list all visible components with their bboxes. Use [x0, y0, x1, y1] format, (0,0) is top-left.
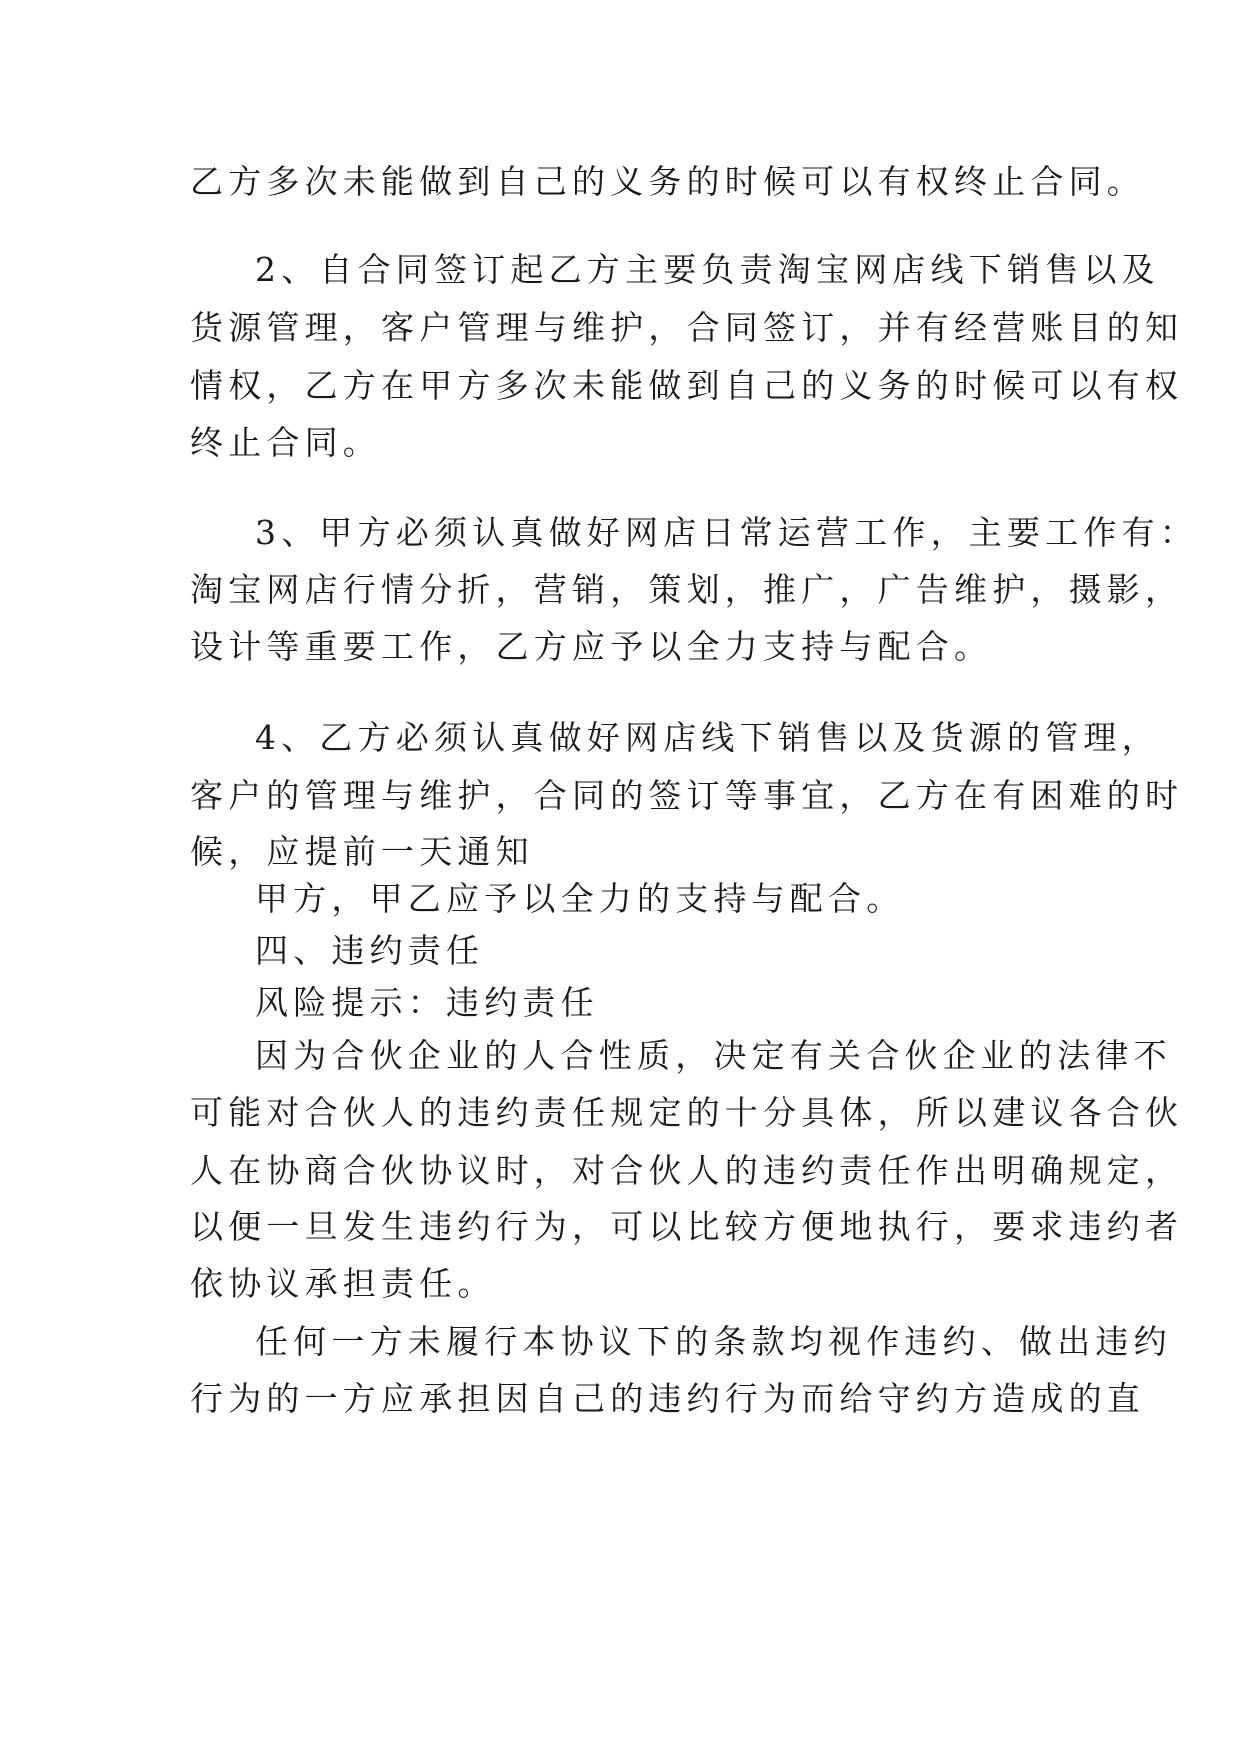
clause-2-heading-line: 2、自合同签订起乙方主要负责淘宝网店线下销售以及 — [255, 250, 1160, 289]
text-line: 候，应提前一天通知 — [190, 832, 534, 871]
text-line: 情权，乙方在甲方多次未能做到自己的义务的时候可以有权 — [190, 366, 1184, 405]
text-line: 设计等重要工作，乙方应予以全力支持与配合。 — [190, 627, 993, 666]
text-line: 任何一方未履行本协议下的条款均视作违约、做出违约 — [255, 1322, 1172, 1361]
text-line: 终止合同。 — [190, 423, 381, 462]
clause-3-heading-line: 3、甲方必须认真做好网店日常运营工作，主要工作有： — [255, 513, 1198, 552]
section-heading: 四、违约责任 — [255, 931, 485, 970]
text-line: 可能对合伙人的违约责任规定的十分具体，所以建议各合伙 — [190, 1093, 1184, 1132]
text-line: 行为的一方应承担因自己的违约行为而给守约方造成的直 — [190, 1379, 1145, 1418]
text-line: 客户的管理与维护，合同的签订等事宜，乙方在有困难的时 — [190, 776, 1184, 815]
clause-4-heading-line: 4、乙方必须认真做好网店线下销售以及货源的管理， — [255, 718, 1160, 757]
text-line: 甲方，甲乙应予以全力的支持与配合。 — [255, 879, 905, 918]
text-line: 依协议承担责任。 — [190, 1264, 496, 1303]
text-line: 因为合伙企业的人合性质，决定有关合伙企业的法律不 — [255, 1036, 1172, 1075]
text-line: 乙方多次未能做到自己的义务的时候可以有权终止合同。 — [190, 162, 1145, 201]
text-line: 以便一旦发生违约行为，可以比较方便地执行，要求违约者 — [190, 1207, 1184, 1246]
risk-note-heading: 风险提示：违约责任 — [255, 983, 599, 1022]
text-line: 淘宝网店行情分折，营销，策划，推广，广告维护，摄影， — [190, 570, 1184, 609]
text-line: 人在协商合伙协议时，对合伙人的违约责任作出明确规定， — [190, 1151, 1184, 1190]
text-line: 货源管理，客户管理与维护，合同签订，并有经营账目的知 — [190, 308, 1184, 347]
